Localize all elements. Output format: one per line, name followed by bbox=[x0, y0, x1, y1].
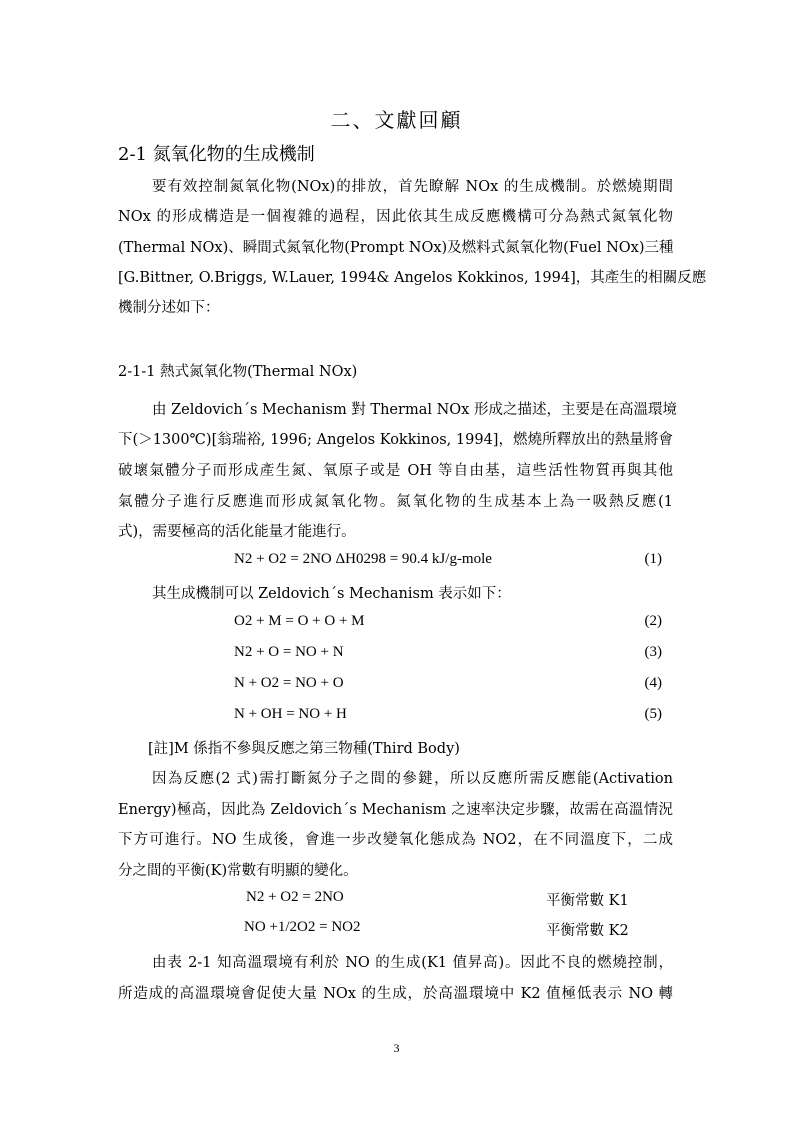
paragraph-line: 破壞氣體分子而形成產生氮、氧原子或是 OH 等自由基，這些活性物質再與其他 bbox=[118, 463, 673, 479]
footnote-third-body: [註]M 係指不參與反應之第三物種(Third Body) bbox=[148, 741, 460, 757]
paragraph-line: 下方可進行。NO 生成後，會進一步改變氧化態成為 NO2，在不同溫度下，二成 bbox=[118, 832, 673, 848]
equation-3-number: (3) bbox=[644, 644, 662, 660]
equation-4: N + O2 = NO + O bbox=[234, 675, 344, 691]
paragraph-line: 因為反應(2 式)需打斷氮分子之間的參鍵，所以反應所需反應能(Activation bbox=[152, 771, 673, 787]
paragraph-line: 要有效控制氮氧化物(NOx)的排放，首先瞭解 NOx 的生成機制。於燃燒期間 bbox=[152, 179, 673, 195]
paragraph-line: 機制分述如下： bbox=[118, 300, 220, 316]
paragraph-line: (Thermal NOx)、瞬間式氮氧化物(Prompt NOx)及燃料式氮氧化物(Fuel NOx)三種 bbox=[118, 240, 674, 256]
equation-5-number: (5) bbox=[644, 706, 662, 722]
paragraph-line: Energy)極高，因此為 Zeldovich΄s Mechanism 之速率決定步驟，故需在高溫情況 bbox=[118, 802, 673, 818]
equation-3: N2 + O = NO + N bbox=[234, 644, 344, 660]
equilibrium-equation-2: NO +1/2O2 = NO2 bbox=[244, 919, 361, 935]
equation-5: N + OH = NO + H bbox=[234, 706, 347, 722]
section-heading-2-1: 2-1 氮氧化物的生成機制 bbox=[118, 144, 315, 165]
paragraph-line: 式)，需要極高的活化能量才能進行。 bbox=[118, 524, 356, 540]
paragraph-line: 所造成的高溫環境會促使大量 NOx 的生成，於高溫環境中 K2 值極低表示 NO 轉 bbox=[118, 986, 673, 1002]
equilibrium-constant-k2: 平衡常數 K2 bbox=[546, 923, 629, 939]
equation-2: O2 + M = O + O + M bbox=[234, 613, 365, 629]
page-number: 3 bbox=[393, 1041, 400, 1055]
equation-1: N2 + O2 = 2NO ΔH0298 = 90.4 kJ/g-mole bbox=[234, 551, 492, 567]
paragraph-line: 由 Zeldovich΄s Mechanism 對 Thermal NOx 形成之描述，主要是在高溫環境 bbox=[152, 402, 677, 418]
paragraph-line: 其生成機制可以 Zeldovich΄s Mechanism 表示如下： bbox=[152, 586, 511, 602]
paragraph-line: 分之間的平衡(K)常數有明顯的變化。 bbox=[118, 863, 358, 879]
equation-2-number: (2) bbox=[644, 613, 662, 629]
equation-4-number: (4) bbox=[644, 675, 662, 691]
paragraph-line: 下(＞1300℃)[翁瑞裕, 1996; Angelos Kokkinos, 1994]，燃燒所釋放出的熱量將會 bbox=[118, 432, 673, 448]
paragraph-line: [G.Bittner, O.Briggs, W.Lauer, 1994& Angelos Kokkinos, 1994]，其產生的相關反應 bbox=[118, 270, 707, 286]
paragraph-line: 由表 2-1 知高溫環境有利於 NO 的生成(K1 值昇高)。因此不良的燃燒控制， bbox=[152, 955, 673, 971]
paragraph-line: 氣體分子進行反應進而形成氮氧化物。氮氧化物的生成基本上為一吸熱反應(1 bbox=[118, 494, 673, 510]
section-heading-2-1-1: 2-1-1 熱式氮氧化物(Thermal NOx) bbox=[118, 364, 358, 380]
equilibrium-constant-k1: 平衡常數 K1 bbox=[546, 893, 629, 909]
equilibrium-equation-1: N2 + O2 = 2NO bbox=[246, 889, 344, 905]
equation-1-number: (1) bbox=[644, 551, 662, 567]
chapter-title: 二、文獻回顧 bbox=[330, 108, 463, 132]
paragraph-line: NOx 的形成構造是一個複雜的過程，因此依其生成反應機構可分為熱式氮氧化物 bbox=[118, 209, 673, 225]
